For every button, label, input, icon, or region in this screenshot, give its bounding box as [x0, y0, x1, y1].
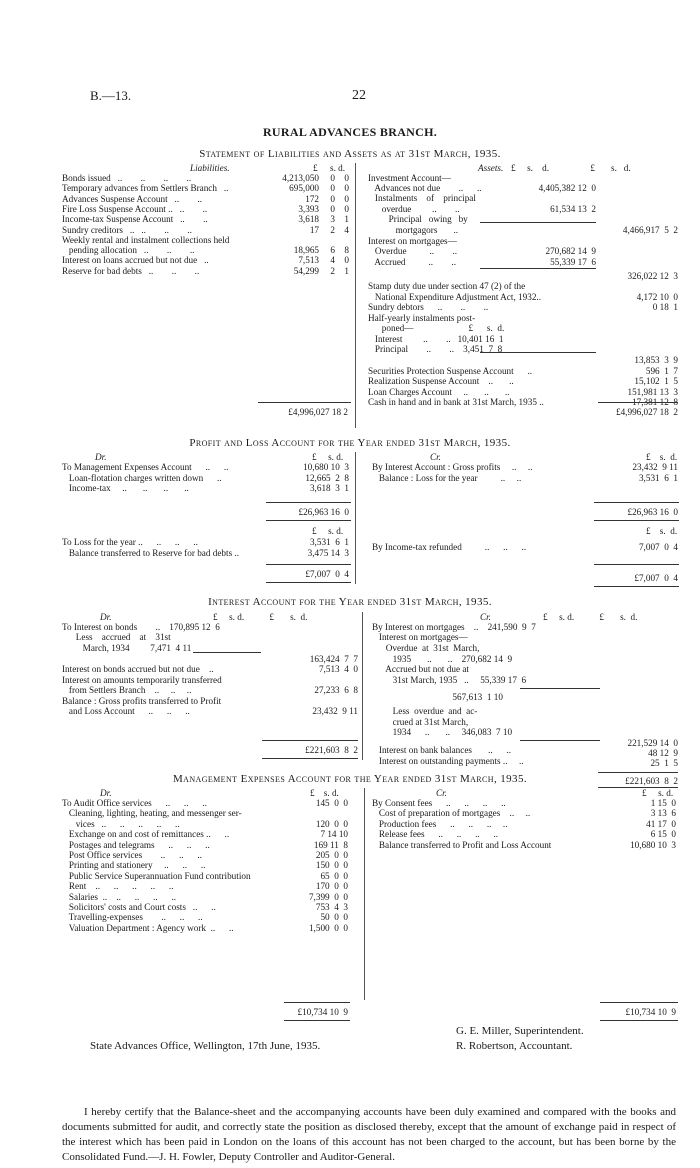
asset-inner-amount: 55,339 17 6: [550, 257, 596, 267]
pl-cr-cur2: £ s. d.: [646, 526, 678, 536]
liability-pounds: 17: [309, 224, 319, 235]
liability-shillings: 6: [330, 245, 335, 256]
pl-dr2-label: Balance transferred to Reserve for bad debts ..: [62, 547, 240, 558]
interest-dr-line: To Interest on bonds .. 170,895 12 6: [62, 622, 220, 632]
interest-dr-line: March, 1934 7,471 4 11: [62, 643, 192, 653]
asset-label: Accrued .. ..: [368, 257, 457, 267]
mgmt-cr-amount: 10,680 10 3: [630, 839, 676, 850]
pl-dr2-total-rule2: [266, 582, 351, 583]
mgmt-dr-label: Valuation Department : Agency work .. ..: [62, 922, 234, 933]
liability-label: pending allocation .. .. ..: [62, 245, 195, 256]
liability-pence: 0: [344, 173, 349, 183]
liability-label: Income-tax Suspense Account .. ..: [62, 214, 208, 225]
pl-cr-total: £26,963 16 0: [627, 507, 678, 517]
interest-cr-line: 1935 .. .. 270,682 14 9: [372, 654, 513, 664]
asset-inner-amount: 270,682 14 9: [545, 246, 596, 256]
asset-label: Half-yearly instalments post-: [368, 313, 476, 323]
pl-dr2-total-rule: [266, 564, 351, 565]
liability-label: Reserve for bad debts .. .. ..: [62, 265, 200, 276]
mgmt-dr-amount: 65 0 0: [320, 870, 348, 881]
asset-label: Loan Charges Account .. .. ..: [368, 387, 510, 397]
pl-dr-total-rule2: [266, 520, 351, 521]
asset-amount: 17,381 12 8: [632, 397, 678, 407]
liab-sd-header: s. d.: [330, 163, 346, 173]
liability-pounds: 3,618: [298, 214, 319, 225]
asset-amount: 13,853 3 9: [634, 355, 678, 365]
mgmt-cr-amount: 41 17 0: [646, 818, 676, 829]
pl-dr2-total: £7,007 0 4: [305, 569, 349, 579]
interest-cr-amount: 48 12 9: [648, 748, 678, 758]
mgmt-dr-amount: 150 0 0: [315, 860, 348, 871]
pl-dr-total: £26,963 16 0: [298, 507, 349, 517]
mgmt-cr-amount: 1 15 0: [650, 798, 676, 808]
liabilities-header: Liabilities.: [190, 163, 230, 173]
liability-pence: 1: [344, 265, 349, 276]
mgmt-dr-label: Cleaning, lighting, heating, and messenger ser-: [62, 808, 242, 819]
pl-dr-label: Loan-flotation charges written down ..: [62, 472, 222, 483]
int-cr-inner-rule: [520, 740, 600, 741]
liability-pence: 0: [344, 183, 349, 194]
mgmt-dr-label: vices .. .. .. .. ..: [62, 818, 180, 829]
liability-shillings: 4: [330, 255, 335, 266]
asset-label: Instalments of principal: [368, 193, 476, 203]
liability-pence: 0: [344, 193, 349, 204]
assets-sub-headers: £ s. d. £ s. d.: [511, 163, 631, 173]
liability-pence: 4: [344, 224, 349, 235]
liability-pence: 0: [344, 255, 349, 266]
mgmt-dr-amount: 7 14 10: [320, 829, 348, 840]
interest-cr-line: Interest on bank balances .. ..: [372, 745, 512, 755]
interest-dr-line: Interest on amounts temporarily transferred: [62, 675, 222, 685]
mgmt-dr-amount: 205 0 0: [315, 850, 348, 860]
pl-cr-label: By Interest Account : Gross profits .. ..: [372, 462, 533, 472]
interest-dr-total: £221,603 8 2: [305, 745, 358, 755]
asset-label: Securities Protection Suspense Account ..: [368, 366, 533, 376]
pl-title: Profit and Loss Account for the Year ended 31st March, 1935.: [189, 437, 511, 449]
interest-cr-line: 1934 .. .. 346,083 7 10: [372, 727, 513, 737]
balance-sheet-title: Statement of Liabilities and Assets as at 31st March, 1935.: [199, 148, 501, 160]
mgmt-dr-amount: 120 0 0: [315, 818, 348, 829]
mgmt-dr-label: Exchange on and cost of remittances .. ..: [62, 829, 230, 840]
asset-label: mortgagors ..: [368, 225, 459, 235]
mgmt-cr-cur: £ s. d.: [642, 788, 674, 798]
asset-label: Interest .. .. 10,401 16 1: [368, 334, 504, 344]
balance-divider: [355, 163, 356, 428]
pl-dr-cur: £ s. d.: [312, 452, 344, 462]
interest-cr-line: Less overdue and ac-: [372, 706, 478, 716]
interest-cr-amount: 25 1 5: [650, 758, 678, 768]
mgmt-dr-amount: 50 0 0: [320, 912, 348, 923]
liability-label: Temporary advances from Settlers Branch ..: [62, 183, 229, 194]
liability-pence: 1: [344, 214, 349, 225]
liability-label: Advances Suspense Account .. ..: [62, 193, 203, 204]
asset-label: overdue .. ..: [368, 204, 460, 214]
pl-dr2-amount: 3,475 14 3: [307, 547, 349, 558]
interest-cr-total: £221,603 8 2: [625, 776, 678, 786]
asset-label: Principal .. .. 3,451 7 8: [368, 344, 503, 354]
liability-pence: 8: [344, 245, 349, 256]
asset-amount: 151,981 13 3: [627, 387, 678, 397]
liability-label: Fire Loss Suspense Account .. .. ..: [62, 203, 208, 214]
liability-label: Bonds issued .. .. .. ..: [62, 173, 192, 183]
assets-total-rule: [598, 402, 678, 403]
asset-amount: 0 18 1: [652, 302, 678, 312]
mgmt-cr-amount: 6 15 0: [650, 829, 676, 840]
liability-shillings: 0: [330, 193, 335, 204]
asset-label: Investment Account—: [368, 173, 451, 183]
interest-dr-line: Less accrued at 31st: [62, 632, 171, 642]
pl-cr-cur: £ s. d.: [646, 452, 678, 462]
liab-total-rule: [258, 402, 351, 403]
asset-label: Cash in hand and in bank at 31st March, 1935 ..: [368, 397, 544, 407]
pl-cr2-total-rule2: [594, 586, 679, 587]
mgmt-cr-total-rule: [600, 1002, 678, 1003]
asset-label: Overdue .. ..: [368, 246, 458, 256]
liability-shillings: 0: [330, 173, 335, 183]
liability-shillings: 0: [330, 183, 335, 194]
mgmt-dr-amount: 7,399 0 0: [308, 891, 348, 902]
liability-shillings: 3: [330, 214, 335, 225]
mgmt-cr-total: £10,734 10 9: [625, 1007, 676, 1017]
pl-dr-cur2: £ s. d.: [312, 526, 344, 536]
liability-pounds: 3,393: [298, 203, 319, 214]
interest-dr-amount: 7,513 4 0: [318, 664, 358, 674]
asset-label: Principal owing by: [368, 214, 468, 224]
asset-amount: 596 1 7: [645, 366, 678, 376]
liabilities-total: £4,996,027 18 2: [288, 407, 348, 417]
asset-amount: 15,102 1 5: [634, 376, 678, 386]
pl-cr-amount: 3,531 6 1: [638, 472, 678, 483]
interest-cr-line: Overdue at 31st March,: [372, 643, 480, 653]
int-cr-inner-rule: [520, 688, 600, 689]
mgmt-divider: [364, 788, 365, 1000]
place-date: State Advances Office, Wellington, 17th June, 1935.: [90, 1040, 321, 1052]
pl-divider: [355, 452, 356, 584]
report-reference: B.—13.: [90, 88, 132, 103]
assets-header: Assets.: [478, 163, 504, 173]
pl-dr-label: To Management Expenses Account .. ..: [62, 462, 229, 472]
mgmt-cr-label: Cost of preparation of mortgages .. ..: [372, 808, 531, 819]
asset-subtotal-rule: [480, 222, 596, 223]
pl-cr2-total-rule: [594, 564, 679, 565]
asset-label: Stamp duty due under section 47 (2) of the: [368, 281, 526, 291]
mgmt-dr-label: Post Office services .. .. ..: [62, 850, 202, 860]
liability-pounds: 7,513: [298, 255, 319, 266]
asset-amount: 326,022 12 3: [627, 271, 678, 281]
interest-dr-line: Balance : Gross profits transferred to Profit: [62, 696, 222, 706]
liability-shillings: 0: [330, 203, 335, 214]
interest-cr-line: Interest on outstanding payments .. ..: [372, 756, 524, 766]
pl-cr2-amount: 7,007 0 4: [638, 542, 678, 552]
interest-cr-amount: 221,529 14 0: [627, 738, 678, 748]
interest-dr-line: Interest on bonds accrued but not due ..: [62, 664, 214, 674]
mgmt-dr-amount: 145 0 0: [315, 798, 348, 808]
signature-superintendent: G. E. Miller, Superintendent.: [456, 1025, 584, 1037]
liability-pounds: 54,299: [293, 265, 319, 276]
asset-label: Sundry debtors .. .. ..: [368, 302, 489, 312]
liability-label: Sundry creditors .. .. .. ..: [62, 224, 192, 235]
interest-cr-line: Interest on mortgages—: [372, 632, 468, 642]
interest-dr-line: from Settlers Branch .. .. ..: [62, 685, 192, 695]
asset-label: Realization Suspense Account .. ..: [368, 376, 514, 386]
mgmt-dr-label: Postages and telegrams .. .. ..: [62, 839, 210, 850]
int-dr-total-rule2: [262, 758, 358, 759]
asset-amount: 4,466,917 5 2: [622, 225, 678, 235]
interest-cr-line: 567,613 1 10: [372, 692, 503, 702]
liability-pounds: 18,965: [293, 245, 319, 256]
liab-pound-header: £: [313, 163, 318, 173]
mgmt-dr: Dr.: [100, 788, 112, 798]
pl-cr2-label: By Income-tax refunded .. .. ..: [372, 542, 527, 552]
mgmt-dr-total-rule2: [284, 1020, 350, 1021]
mgmt-title: Management Expenses Account for the Year ended 31st March, 1935.: [172, 773, 527, 785]
int-dr-cur: £ s. d. £ s. d.: [213, 612, 308, 622]
asset-label: National Expenditure Adjustment Act, 1932..: [368, 292, 542, 302]
interest-title: Interest Account for the Year ended 31st March, 1935.: [208, 596, 492, 608]
int-cr-cur: £ s. d. £ s. d.: [543, 612, 638, 622]
mgmt-dr-amount: 169 11 8: [313, 839, 348, 850]
liability-shillings: 2: [330, 265, 335, 276]
int-divider: [362, 612, 363, 760]
interest-dr-line: and Loss Account .. .. ..: [62, 706, 190, 716]
pl-cr-total-rule2: [594, 520, 679, 521]
interest-dr-amount: 27,233 6 8: [314, 685, 358, 695]
interest-cr-line: 31st March, 1935 .. 55,339 17 6: [372, 675, 527, 685]
asset-label: poned— £ s. d.: [368, 323, 505, 333]
asset-subtotal-rule: [480, 268, 596, 269]
interest-cr-line: Accrued but not due at: [372, 664, 469, 674]
pl-dr-amount: 3,618 3 1: [309, 483, 349, 493]
mgmt-dr-label: To Audit Office services .. .. ..: [62, 798, 207, 808]
interest-cr-line: crued at 31st March,: [372, 717, 469, 727]
mgmt-dr-label: Public Service Superannuation Fund contribution: [62, 870, 251, 881]
mgmt-cr-label: Balance transferred to Profit and Loss Account: [372, 839, 552, 850]
mgmt-cr-total-rule2: [600, 1020, 678, 1021]
interest-dr-amount: 163,424 7 7: [309, 654, 358, 664]
mgmt-cr-label: Production fees .. .. .. ..: [372, 818, 508, 829]
pl-dr2-amount: 3,531 6 1: [309, 537, 349, 547]
int-dr: Dr.: [100, 612, 112, 622]
pl-cr-total-rule: [594, 502, 679, 503]
mgmt-dr-label: Rent .. .. .. .. ..: [62, 881, 174, 892]
interest-dr-amount: 23,432 9 11: [312, 706, 358, 716]
pl-dr2-label: To Loss for the year .. .. .. ..: [62, 537, 198, 547]
asset-amount: 4,172 10 0: [636, 292, 678, 302]
liability-label: Weekly rental and instalment collections held: [62, 234, 230, 245]
auditor-certificate: I hereby certify that the Balance-sheet and the accompanying accounts have been duly examined and compared with the books and documents submitted for audit, and correctly state the position as disclosed thereby, except that the amount of exchange paid in respect of the interest which has been paid in London on the loans of this account has not been charged to the account, but has been borne by the Consolidated Fund.—J. H. Fowler, Deputy Controller and Auditor-General.: [62, 1106, 676, 1163]
mgmt-dr-cur: £ s. d.: [310, 788, 339, 798]
mgmt-dr-label: Travelling-expenses .. .. ..: [62, 912, 203, 923]
asset-subtotal-rule: [480, 352, 596, 353]
pl-dr-amount: 10,680 10 3: [303, 462, 349, 472]
pl-cr-amount: 23,432 9 11: [632, 462, 678, 472]
liability-label: Interest on loans accrued but not due ..: [62, 255, 209, 266]
interest-cr-line: By Interest on mortgages .. 241,590 9 7: [372, 622, 536, 632]
assets-total: £4,996,027 18 2: [615, 407, 678, 417]
liability-pounds: 695,000: [289, 183, 319, 194]
liability-pounds: 4,213,050: [282, 173, 319, 183]
asset-label: Interest on mortgages—: [368, 236, 457, 246]
mgmt-dr-total-rule: [284, 1002, 350, 1003]
pl-dr-label: Income-tax .. .. .. ..: [62, 483, 189, 493]
int-dr-total-rule: [262, 740, 358, 741]
liability-pounds: 172: [305, 193, 319, 204]
mgmt-dr-total: £10,734 10 9: [297, 1007, 348, 1017]
pl-cr2-total: £7,007 0 4: [634, 573, 678, 583]
mgmt-dr-label: Salaries .. .. .. .. ..: [62, 891, 177, 902]
asset-inner-amount: 4,405,382 12 0: [538, 183, 596, 193]
pl-dr-total-rule: [266, 502, 351, 503]
mgmt-dr-amount: 170 0 0: [315, 881, 348, 892]
branch-title: RURAL ADVANCES BRANCH.: [262, 125, 438, 139]
pl-cr-label: Balance : Loss for the year .. ..: [372, 472, 522, 483]
pl-cr: Cr.: [430, 452, 441, 462]
page-number: 22: [352, 88, 366, 103]
mgmt-dr-amount: 753 4 3: [315, 902, 348, 912]
mgmt-dr-amount: 1,500 0 0: [308, 922, 348, 933]
liability-pence: 0: [344, 203, 349, 214]
mgmt-cr-amount: 3 13 6: [650, 808, 676, 819]
asset-label: Advances not due .. ..: [368, 183, 482, 193]
int-cr: Cr.: [480, 612, 491, 622]
mgmt-cr-label: By Consent fees .. .. .. ..: [372, 798, 506, 808]
mgmt-cr-label: Release fees .. .. .. ..: [372, 829, 499, 840]
int-inner-rule: [193, 652, 261, 653]
asset-inner-amount: 61,534 13 2: [550, 204, 596, 214]
liability-shillings: 2: [330, 224, 335, 235]
pl-dr: Dr.: [95, 452, 107, 462]
signature-accountant: R. Robertson, Accountant.: [456, 1040, 573, 1052]
mgmt-cr: Cr.: [436, 788, 447, 798]
mgmt-dr-label: Solicitors' costs and Court costs .. ..: [62, 902, 216, 912]
pl-dr-amount: 12,665 2 8: [305, 472, 349, 483]
mgmt-dr-label: Printing and stationery .. .. ..: [62, 860, 206, 871]
